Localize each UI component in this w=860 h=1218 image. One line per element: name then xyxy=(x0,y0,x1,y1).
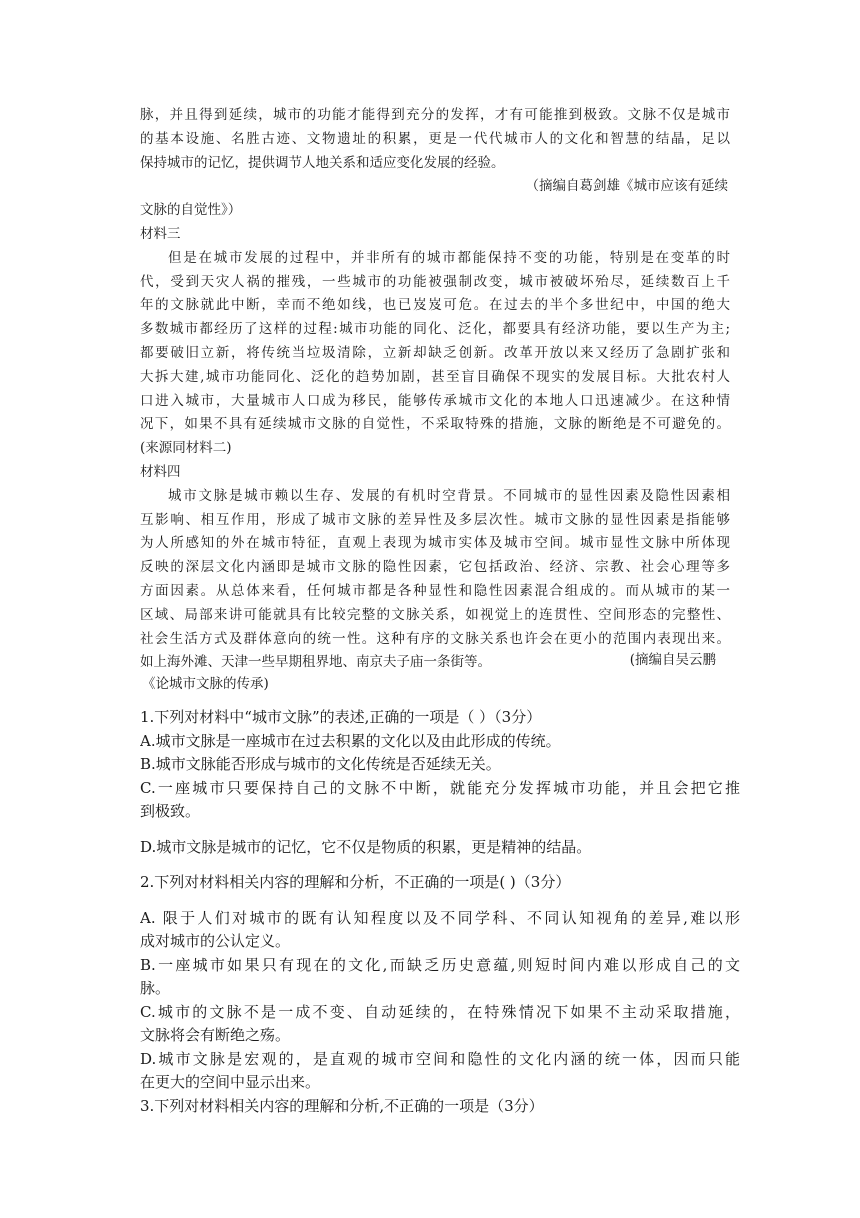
material4-line: 如上海外滩、天津一些早期租界地、南京夫子庙一条街等。 xyxy=(140,654,491,671)
question-2-option-a: 成对城市的公认定义。 xyxy=(140,932,291,950)
material3-line: 都要破旧立新，将传统当垃圾清除，立新却缺乏创新。改革开放以来又经历了急剧扩张和 xyxy=(140,344,730,361)
question-2-option-a: A. 限于人们对城市的既有认知程度以及不同学科、不同认知视角的差异,难以形 xyxy=(140,908,740,927)
question-2-option-b: 脉。 xyxy=(140,979,171,997)
material2-line: 保持城市的记忆，提供调节人地关系和适应变化发展的经验。 xyxy=(140,154,505,171)
material2-line: 脉，并且得到延续，城市的功能才能得到充分的发挥，才有可能推到极致。文脉不仅是城市 xyxy=(140,107,730,123)
question-1-option-b: B.城市文脉能否形成与城市的文化传统是否延续无关。 xyxy=(140,755,501,773)
question-2-stem: 2.下列对材料相关内容的理解和分析，不正确的一项是( )（3分） xyxy=(140,873,571,891)
question-3-stem: 3.下列对材料相关内容的理解和分析,不正确的一项是（3分） xyxy=(140,1096,544,1115)
reading-materials xyxy=(140,104,730,675)
question-1-stem: 1.下列对材料中“城市文脉”的表述,正确的一项是（ ）（3分） xyxy=(140,708,542,726)
material3-line: 代，受到天灾人祸的摧残，一些城市的功能被强制改变，城市被破坏殆尽，延续数百上千 xyxy=(140,273,730,290)
material4-source: 《论城市文脉的传承) xyxy=(142,675,269,692)
question-2-option-d: D.城市文脉是宏观的，是直观的城市空间和隐性的文化内涵的统一体，因而只能 xyxy=(140,1049,740,1068)
question-1-option-c: 到极致。 xyxy=(140,802,201,820)
question-2-option-b: B.一座城市如果只有现在的文化,而缺乏历史意蕴,则短时间内难以形成自己的文 xyxy=(140,955,740,974)
material3-line: 多数城市都经历了这样的过程:城市功能的同化、泛化，都要具有经济功能，要以生产为主; xyxy=(140,321,730,338)
material4-line: 方面因素。从总体来看，任何城市都是各种显性和隐性因素混合组成的。而从城市的某一 xyxy=(140,582,730,599)
material4-heading: 材料四 xyxy=(140,463,181,480)
material3-line: 年的文脉就此中断，幸而不绝如线，也已岌岌可危。在过去的半个多世纪中，中国的绝大 xyxy=(140,297,730,314)
question-2-option-c: C.城市的文脉不是一成不变、自动延续的，在特殊情况下如果不主动采取措施， xyxy=(140,1002,740,1021)
material3-line: 口进入城市，大量城市人口成为移民，能够传承城市文化的本地人口迅速减少。在这种情 xyxy=(140,392,730,409)
material2-source: 文脉的自觉性》） xyxy=(140,202,242,219)
material2-line: 的基本设施、名胜古迹、文物遗址的积累，更是一代代城市人的文化和智慧的结晶，足以 xyxy=(140,130,730,147)
question-1-option-c: C.一座城市只要保持自己的文脉不中断，就能充分发挥城市功能，并且会把它推 xyxy=(140,778,740,797)
material2-source: （摘编自葛剑雄《城市应该有延续 xyxy=(525,178,728,195)
question-2-option-d: 在更大的空间中显示出来。 xyxy=(140,1073,321,1091)
material4-line: 区域、局部来讲可能就具有比较完整的文脉关系，如视觉上的连贯性、空间形态的完整性、 xyxy=(140,606,730,623)
question-1-option-a: A.城市文脉是一座城市在过去积累的文化以及由此形成的传统。 xyxy=(140,731,561,750)
material3-line: 大拆大建,城市功能同化、泛化的趋势加剧，甚至盲目确保不现实的发展目标。大批农村人 xyxy=(140,368,730,385)
material3-heading: 材料三 xyxy=(140,225,181,242)
material4-source: (摘编自吴云鹏 xyxy=(629,652,716,668)
material4-line: 为人所感知的外在城市特征，直观上表现为城市实体及城市空间。城市显性文脉中所体现 xyxy=(140,535,730,552)
material3-line: 况下，如果不具有延续城市文脉的自觉性，不采取特殊的措施，文脉的断绝是不可避免的。 xyxy=(140,416,730,433)
material4-line: 社会生活方式及群体意向的统一性。这种有序的文脉关系也许会在更小的范围内表现出来。 xyxy=(140,630,730,647)
questions-section xyxy=(140,649,740,1118)
question-2-option-c: 文脉将会有断绝之殇。 xyxy=(140,1026,291,1044)
material4-line: 城市文脉是城市赖以生存、发展的有机时空背景。不同城市的显性因素及隐性因素相 xyxy=(168,487,730,504)
material4-line: 互影响、相互作用，形成了城市文脉的差异性及多层次性。城市文脉的显性因素是指能够 xyxy=(140,511,730,528)
material3-line: 但是在城市发展的过程中，并非所有的城市都能保持不变的功能，特别是在变革的时 xyxy=(168,249,730,266)
material3-source: (来源同材料二) xyxy=(140,440,232,457)
material4-line: 反映的深层文化内涵即是城市文脉的隐性因素，它包括政治、经济、宗教、社会心理等多 xyxy=(140,559,730,576)
question-1-option-d: D.城市文脉是城市的记忆，它不仅是物质的积累，更是精神的结晶。 xyxy=(140,837,592,856)
